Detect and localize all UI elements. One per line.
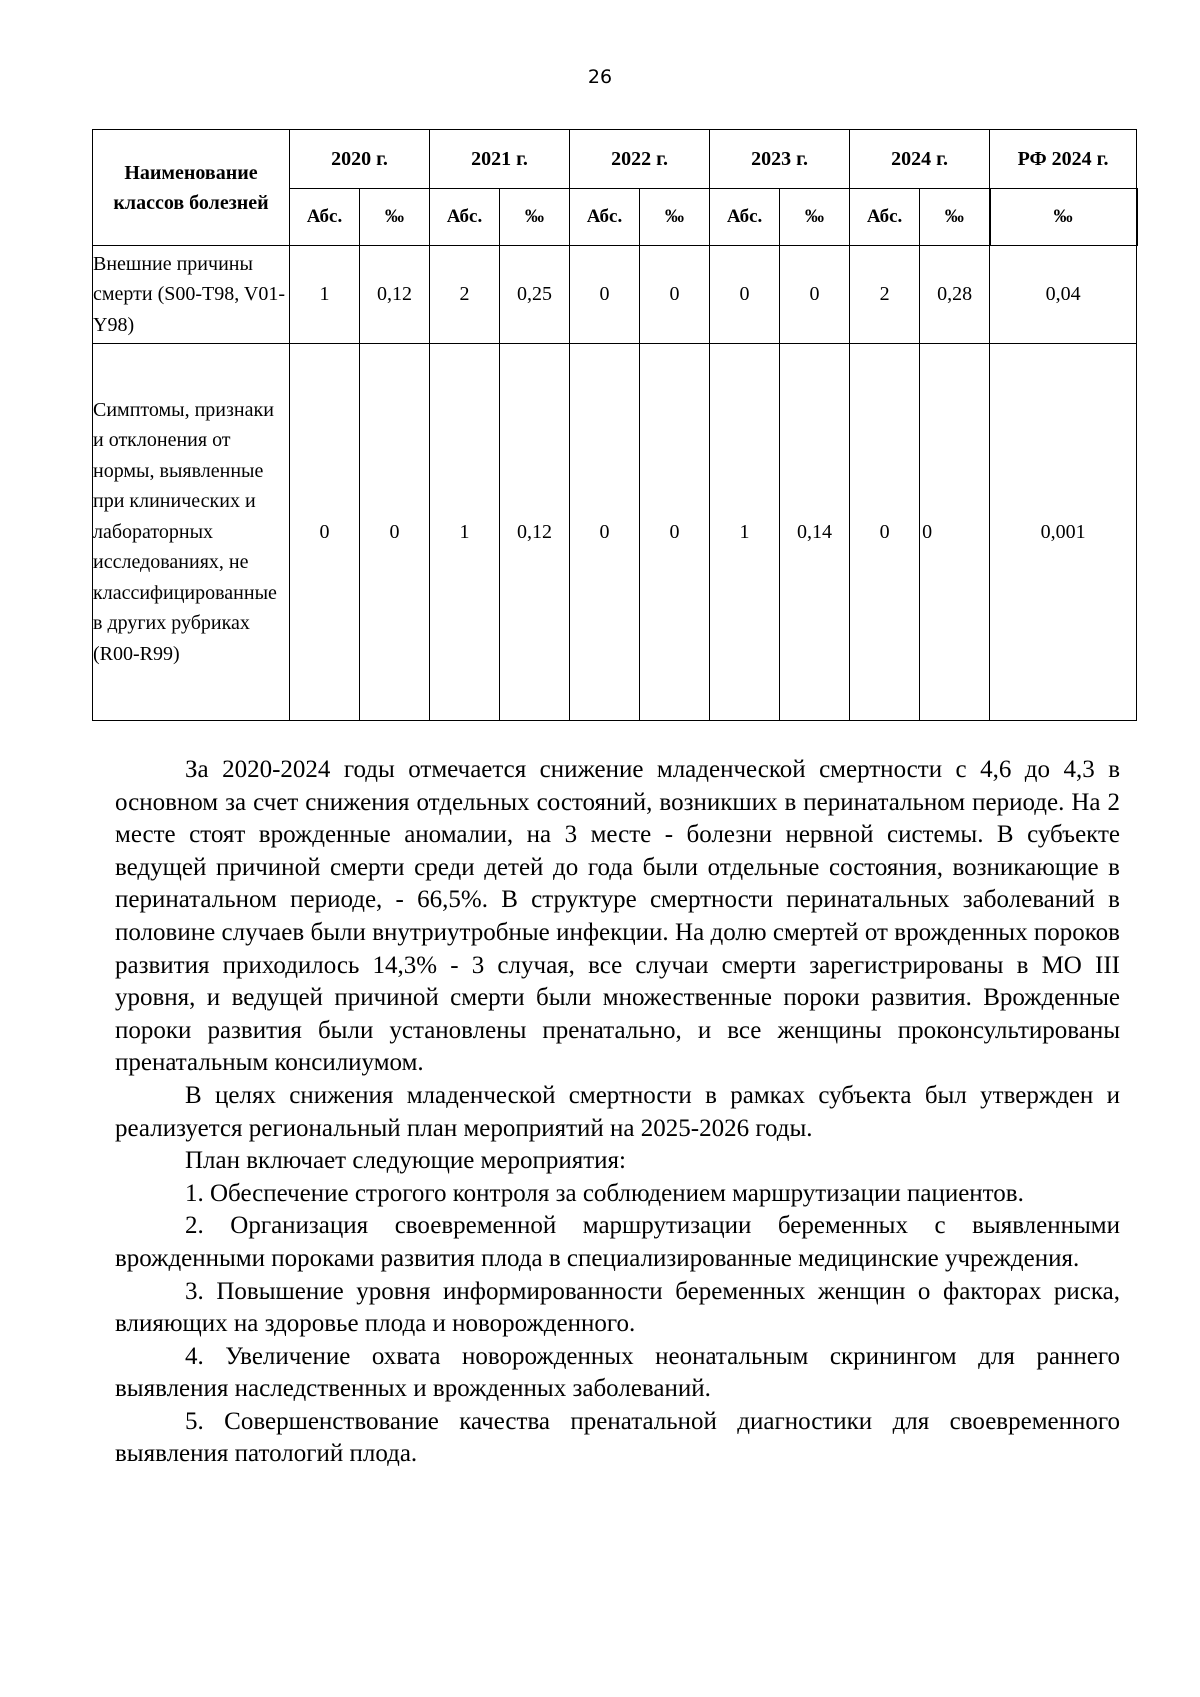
value-cell: 2 [430,246,500,344]
year-header-2023: 2023 г. [710,130,850,189]
abs-header: Абс. [430,189,500,246]
value-cell: 0 [780,246,850,344]
value-cell: 0 [640,246,710,344]
list-item: 2. Организация своевременной маршрутизации беременных с выявленными врожденными пороками развития плода в специализированные медицинские учреждения. [115,1212,1120,1272]
value-cell: 0,25 [500,246,570,344]
permille-header: ‰ [920,189,990,246]
value-cell: 0 [570,246,640,344]
list-item: 1. Обеспечение строгого контроля за соблюдением маршрутизации пациентов. [185,1179,1024,1207]
list-item: 5. Совершенствование качества пренатальной диагностики для своевременного выявления патологий плода. [115,1407,1120,1468]
mortality-table [92,129,1138,721]
list-item: 3. Повышение уровня информированности беременных женщин о факторах риска, влияющих на здоровье плода и новорожденного. [115,1277,1120,1338]
row-header-cell: Наименование классов болезней [93,130,290,246]
table-row [93,344,1137,721]
value-cell: 1 [710,344,780,721]
permille-header: ‰ [640,189,710,246]
value-cell: 0 [360,344,430,721]
list-item: 4. Увеличение охвата новорожденных неонатальным скринингом для раннего выявления наследственных и врожденных заболеваний. [115,1342,1120,1403]
permille-header: ‰ [780,189,850,246]
table-row [93,246,1137,344]
abs-header: Абс. [570,189,640,246]
year-header-2022: 2022 г. [570,130,710,189]
abs-header: Абс. [710,189,780,246]
value-cell: 0,28 [920,246,990,344]
year-header-2024: 2024 г. [850,130,990,189]
value-cell: 0 [290,344,360,721]
permille-header: ‰ [360,189,430,246]
disease-class-name: Симптомы, признаки и отклонения от нормы, выявленные при клинических и лабораторных исследованиях, не классифицированные в других рубриках (R00-R99) [93,344,290,721]
value-cell: 0,12 [500,344,570,721]
value-cell: 0 [850,344,920,721]
abs-header: Абс. [290,189,360,246]
table-header-row [93,130,1137,189]
paragraph-infant-mortality: За 2020-2024 годы отмечается снижение младенческой смертности с 4,6 до 4,3 в основном за счет снижения отдельных состояний, возникших в перинатальном периоде. На 2 месте стоят врожденные аномалии, на 3 месте - болезни нервной системы. В субъекте ведущей причиной смерти среди детей до года были отдельные состояния, возникающие в перинатальном периоде, - 66,5%. В структуре смертности перинатальных заболеваний в половине случаев были внутриутробные инфекции. На долю смертей от врожденных пороков развития приходилось 14,3% - 3 случая, все случаи смерти зарегистрированы в МО III уровня, и ведущей причиной смерти были множественные пороки развития. Врожденные пороки развития были установлены пренатально, и все женщины проконсультированы пренатальным консилиумом. [115,756,1120,1077]
value-cell: 0,001 [990,344,1137,721]
page-number: 26 [587,66,613,88]
permille-header: ‰ [990,189,1137,246]
paragraph-regional-plan: В целях снижения младенческой смертности в рамках субъекта был утвержден и реализуется региональный план мероприятий на 2025-2026 годы. [115,1081,1120,1142]
value-cell: 0,04 [990,246,1137,344]
value-cell: 0 [710,246,780,344]
year-header-2020: 2020 г. [290,130,430,189]
body-text [115,754,1120,1471]
abs-header: Абс. [850,189,920,246]
value-cell: 2 [850,246,920,344]
rf-header: РФ 2024 г. [990,130,1137,189]
value-cell: 0 [640,344,710,721]
value-cell: 1 [430,344,500,721]
permille-header: ‰ [500,189,570,246]
paragraph-plan-intro: План включает следующие мероприятия: [185,1147,626,1175]
value-cell: 0,12 [360,246,430,344]
value-cell: 1 [290,246,360,344]
value-cell: 0,14 [780,344,850,721]
year-header-2021: 2021 г. [430,130,570,189]
value-cell: 0 [570,344,640,721]
disease-class-name: Внешние причины смерти (S00-T98, V01-Y98) [93,246,290,344]
value-cell: 0 [920,344,990,721]
